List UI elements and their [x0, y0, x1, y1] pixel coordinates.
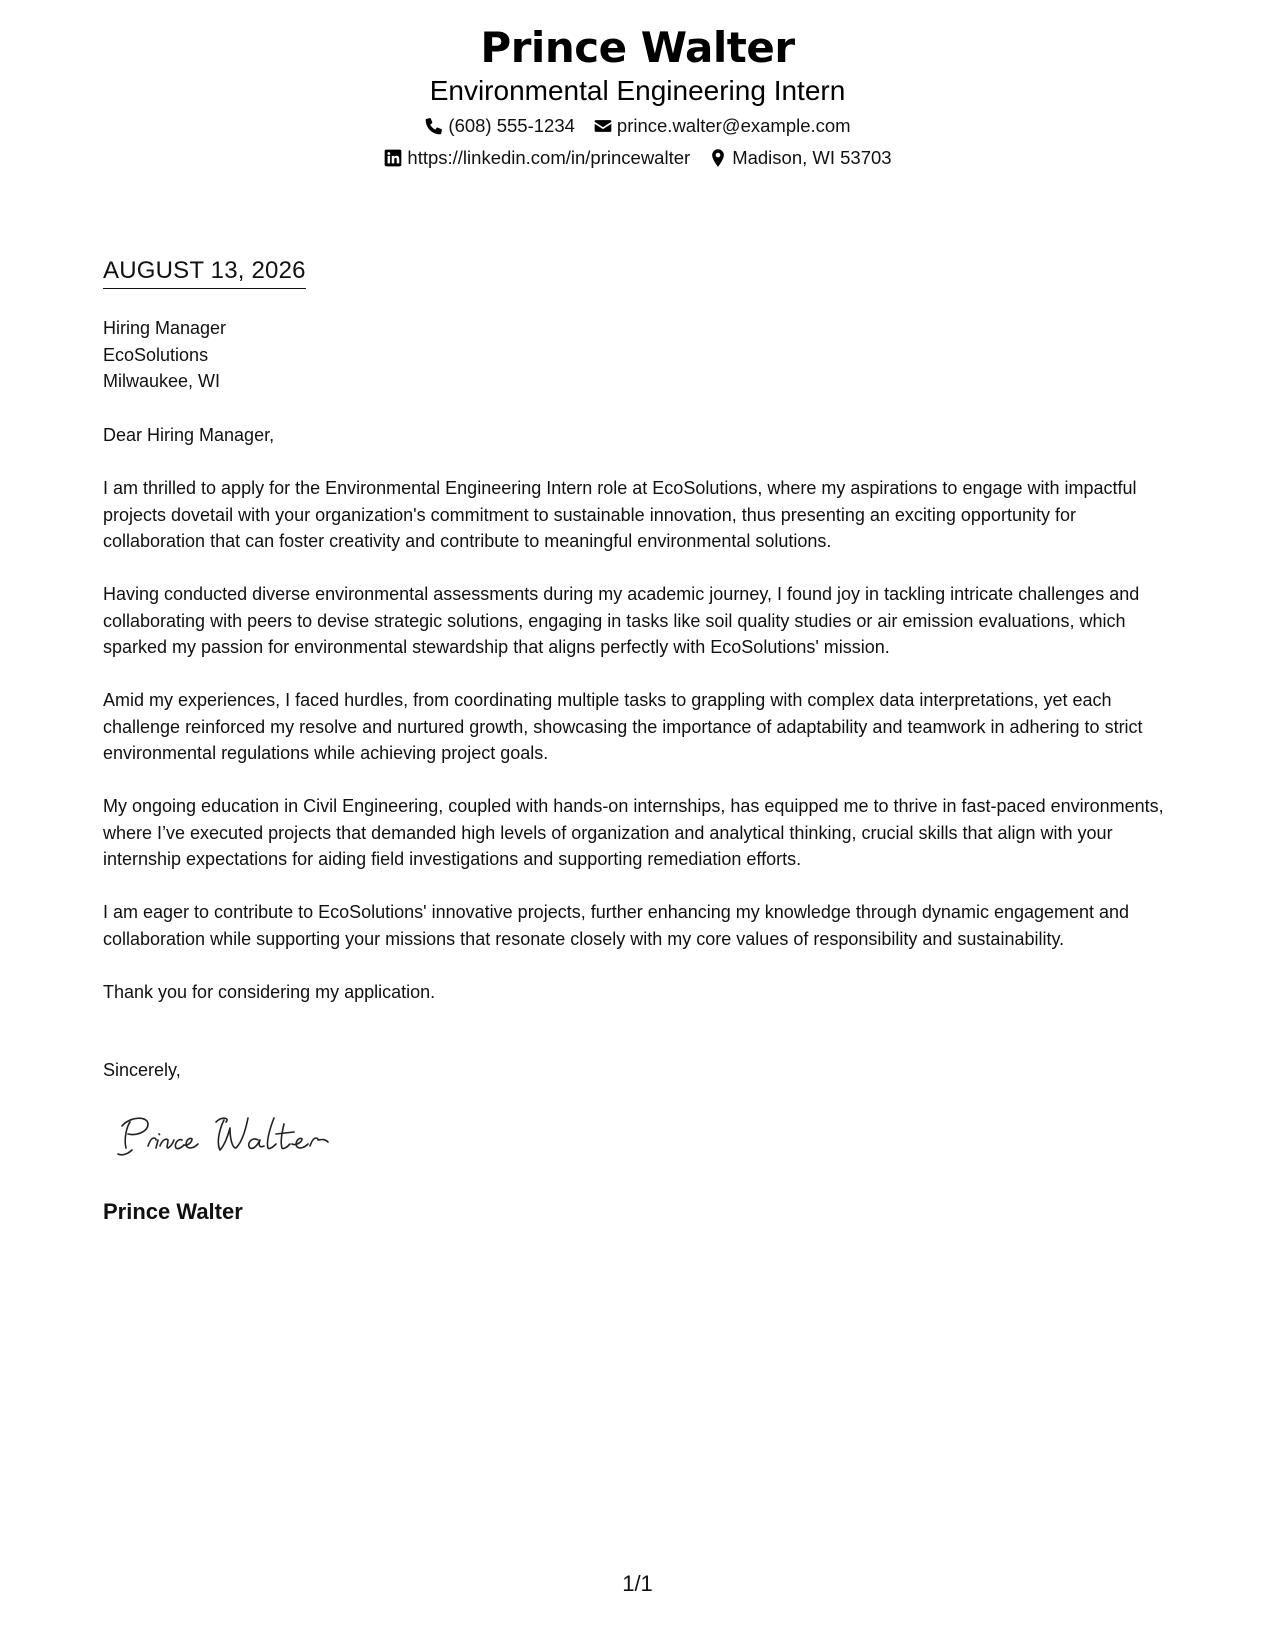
email-contact[interactable] — [593, 114, 851, 138]
phone-text: (608) 555-1234 — [448, 115, 575, 136]
recipient-name: Hiring Manager — [103, 318, 227, 338]
contact-row-primary — [0, 114, 1275, 138]
body-paragraph: Amid my experiences, I faced hurdles, from coordinating multiple tasks to grappling with complex data interpretations, yet each challenge reinforced my resolve and nurtured growth, showcasing the importance of adaptability and teamwork in adhering to strict environmental regulations while achieving project goals. — [103, 690, 1143, 763]
page-number: 1/1 — [622, 1571, 653, 1596]
applicant-name: Prince Walter — [480, 23, 795, 72]
letter-date: AUGUST 13, 2026 — [103, 256, 306, 289]
map-marker-icon — [708, 148, 728, 168]
body-paragraph: I am thrilled to apply for the Environmental Engineering Intern role at EcoSolutions, where my aspirations to engage with impactful projects dovetail with your organization's commitment to sustainable innovation, thus presenting an exciting opportunity for collaboration that can foster creativity and contribute to meaningful environmental solutions. — [103, 478, 1137, 551]
phone-icon — [424, 116, 444, 136]
letterhead — [0, 22, 1275, 170]
envelope-icon — [593, 116, 613, 136]
recipient-location: Milwaukee, WI — [103, 371, 221, 391]
contact-row-secondary — [0, 146, 1275, 170]
signer-name: Prince Walter — [103, 1199, 243, 1224]
closing: Sincerely, — [103, 1060, 181, 1080]
phone-contact — [424, 114, 575, 138]
linkedin-link[interactable]: https://linkedin.com/in/princewalter — [407, 147, 691, 168]
recipient-block — [103, 315, 226, 395]
linkedin-icon — [383, 148, 403, 168]
body-paragraph: Thank you for considering my application. — [103, 981, 436, 1002]
location-text: Madison, WI 53703 — [732, 147, 892, 168]
recipient-company: EcoSolutions — [103, 344, 209, 365]
email-link[interactable]: prince.walter@example.com — [616, 115, 851, 136]
handwritten-signature — [112, 1110, 352, 1162]
body-paragraph: I am eager to contribute to EcoSolutions' innovative projects, further enhancing my knowledge through dynamic engagement and collaboration while supporting your missions that resonate closely with my core values of responsibility and sustainability. — [103, 902, 1130, 949]
applicant-title: Environmental Engineering Intern — [429, 75, 846, 106]
linkedin-contact[interactable] — [383, 146, 690, 170]
location-contact — [708, 146, 891, 170]
salutation: Dear Hiring Manager, — [103, 425, 275, 445]
body-paragraph: My ongoing education in Civil Engineering, coupled with hands-on internships, has equipped me to thrive in fast-paced environments, where I’ve executed projects that demanded high levels of organization and analytical thinking, crucial skills that align with your internship expectations for aiding field investigations and supporting remediation efforts. — [103, 796, 1164, 869]
letter-body — [103, 475, 1178, 1032]
body-paragraph: Having conducted diverse environmental assessments during my academic journey, I found joy in tackling intricate challenges and collaborating with peers to devise strategic solutions, engaging in tasks like soil quality studies or air emission evaluations, which sparked my passion for environmental stewardship that aligns perfectly with EcoSolutions' mission. — [103, 584, 1140, 657]
